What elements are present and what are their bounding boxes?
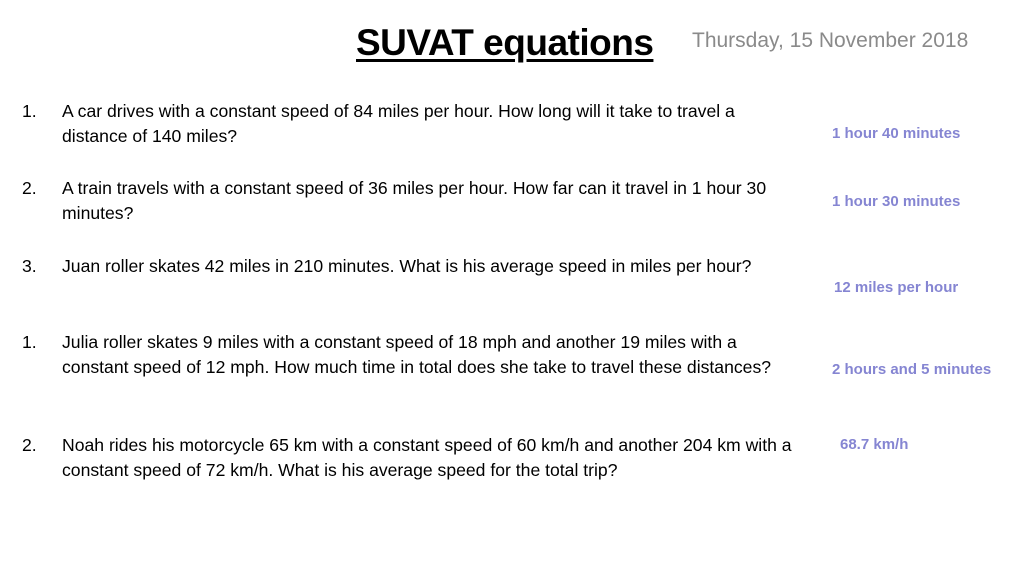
question-item [22, 254, 802, 279]
answer-label: 2 hours and 5 minutes [832, 361, 992, 378]
question-item [22, 433, 802, 483]
page-title: SUVAT equations [356, 22, 654, 63]
question-number: 3. [22, 256, 37, 276]
date-label: Thursday, 15 November 2018 [692, 29, 969, 52]
question-text: A train travels with a constant speed of 36 miles per hour. How far can it travel in 1 hour 30 minutes? [62, 178, 767, 223]
answer-label: 12 miles per hour [834, 279, 959, 296]
question-text: A car drives with a constant speed of 84 miles per hour. How long will it take to travel a distance of 140 miles? [62, 101, 735, 146]
answer-label: 1 hour 30 minutes [832, 193, 961, 210]
question-item [22, 176, 802, 226]
question-text: Noah rides his motorcycle 65 km with a constant speed of 60 km/h and another 204 km with a constant speed of 72 km/h. What is his average speed for the total trip? [62, 435, 792, 480]
answer-label: 68.7 km/h [840, 436, 909, 453]
question-item [22, 330, 802, 380]
question-number: 2. [22, 178, 37, 198]
question-number: 1. [22, 101, 37, 121]
question-number: 1. [22, 332, 37, 352]
question-item [22, 99, 802, 149]
answer-label: 1 hour 40 minutes [832, 125, 961, 142]
question-text: Julia roller skates 9 miles with a constant speed of 18 mph and another 19 miles with a constant speed of 12 mph. How much time in total does she take to travel these distances? [62, 332, 772, 377]
question-number: 2. [22, 435, 37, 455]
question-text: Juan roller skates 42 miles in 210 minutes. What is his average speed in miles per hour? [62, 256, 752, 276]
